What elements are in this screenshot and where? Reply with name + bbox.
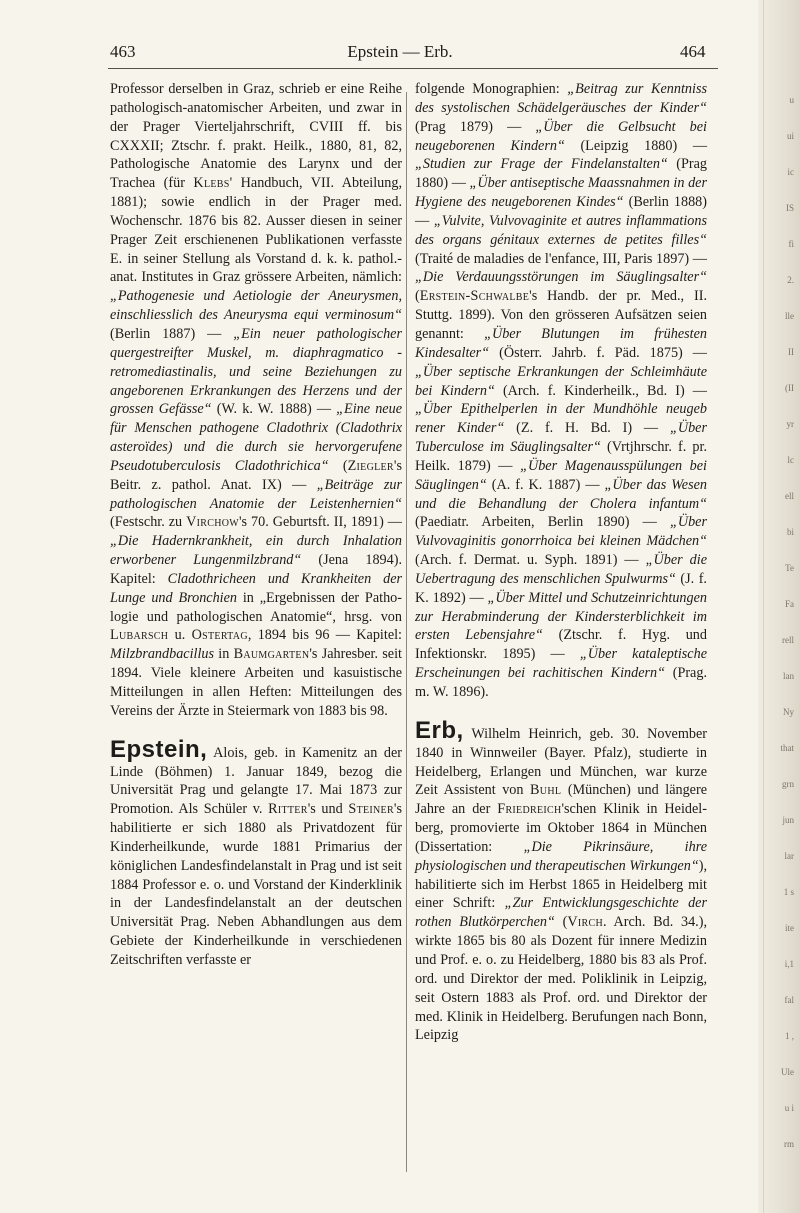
title-citation: „Über die Gelbsucht bei neugeborenen Kindern“ [415,118,707,154]
adjacent-page-fragment: ic [787,167,794,177]
text-run: 's und [307,801,349,818]
adjacent-page-fragment: ite [785,923,794,933]
adjacent-page-fragment: Te [785,563,794,573]
text-run: (W. k. W. 1888) — [211,401,337,418]
entry-epstein-body [110,745,402,968]
text-run: (J. f. K. 1892) — [415,570,707,606]
text-run: Wilhelm Heinrich, geb. 30. November 1840 in Winnweiler (Bayer. Pfalz), studierte in Heidelberg, Erlangen und München, war kurze Zeit Assistent von [415,725,707,799]
adjacent-page-fragment: fal [784,995,794,1005]
text-run: 's Beitr. z. pathol. Anat. IX) — [110,457,402,493]
adjacent-page-fragment: (II [785,383,794,393]
adjacent-page-fragment: yr [786,419,794,429]
person-name: Lubarsch [110,627,169,644]
text-run: in „Ergebnissen der Pathologie und pathologischen Anatomie“, hrsg. von [110,589,402,625]
text-run: (Berlin 1887) — [110,325,234,342]
adjacent-page-fragment: ell [785,491,794,501]
person-name: Erstein-Schwalbe [419,288,530,305]
adjacent-page-fragment: II [788,347,794,357]
page-gutter-line [763,0,764,1213]
title-citation: „Über Mittel und Schutzeinrichtungen zur Herabminderung der Kindersterblichkeit im ersten Lebensjahre“ [415,589,707,644]
entry-erb [415,716,707,1045]
text-run: , 1894 bis 96 — Kapitel: [247,627,402,644]
text-run: folgende Monographien: [415,81,568,97]
text-run: (Berlin 1888) — [415,194,707,229]
title-citation: „Pathogenesie und Aetiologie der Aneurysmen, einschliesslich des Aneurysma equi verminosum“ [110,288,402,324]
adjacent-page-fragment: lan [783,671,794,681]
text-run: Professor derselben in Graz, schrieb er eine Reihe pathologisch-anatomischer Arbeiten, und zwar in der Prager Vierteljahrschrift, CVIII ff. bis CXXXII; Ztschr. f. prakt. Heilk., 1880, 81, 82, Pathologische Anatomie des Larynx und der Trachea (für [110,81,402,192]
person-name: Virchow [186,514,239,531]
adjacent-page-fragment: u [789,95,794,105]
title-citation: „Studien zur Frage der Findelanstalten“ [415,156,668,173]
entry-erb-body [415,726,707,1044]
text-run: 's Handb. der pr. Med., II. Stuttg. 1899). Von den grösseren Aufsätzen seien genannt: [415,288,707,342]
person-name: Virch [567,914,603,931]
title-citation: „Ein neuer pathologischer quergestreifter Muskel, m. diaphragmatico - retromediastinalis, und seine Beziehungen zu angeborenen Erkrankungen des Herzens und der grossen Gefässe“ [110,325,403,418]
text-run: (Prag 1879) — [415,118,536,135]
title-citation: „Beitrag zur Kenntniss des systolischen Schädelgeräusches der Kinder“ [415,81,707,116]
title-citation: „Zur Entwicklungsgeschichte der rothen Blutkörperchen“ [415,895,707,931]
text-run: (Traité de maladies de l'enfance, III, Paris 1897) — [415,250,707,267]
title-citation: „Eine neue für Menschen pathogene Cladothrix (Cladothrix asteroïdes) und die durch sie hervorgerufene Pseudotuberculosis Cladothrichica“ [110,401,402,474]
left-page-number: 463 [110,42,136,61]
title-citation: „Die Hadernkrankheit, ein durch Inhalation erworbener Lungenmilzbrand“ [110,533,402,569]
text-run: (Z. f. H. Bd. I) — [504,420,670,437]
text-run: u. [168,627,192,644]
adjacent-page-fragment: rell [782,635,794,645]
title-citation: „Über antiseptische Maassnahmen in der Hygiene des neugeborenen Kindes“ [415,175,707,211]
person-name: Klebs [193,175,230,192]
text-run: (A. f. K. 1887) — [486,476,605,493]
left-column [110,80,402,970]
adjacent-page-fragment: lar [784,851,794,861]
adjacent-page-fragment: Ule [781,1067,794,1077]
running-head: Epstein — Erb. [347,42,453,61]
adjacent-page-fragment: i,1 [784,959,794,969]
title-citation: Milzbrandbacillus [110,646,215,663]
title-citation: Cladothricheen und Krankheiten der Lunge und Bronchien [110,570,403,606]
text-run: ' Handbuch, VII. Abteilung, 1881); sowie endlich in der Prager med. Wochenschr. 1876 bis 82. Ausser diesen in seiner Prager Zeit erschienenen Publikationen verfasste E. in seiner Stellung als Vorstand d. k. k. pathol.-anat. Institutes in Graz grössere Arbeiten, nämlich: [110,175,402,286]
text-run: (Paediatr. Arbeiten, Berlin 1890) — [415,514,670,531]
text-run: (Österr. Jahrb. f. Päd. 1875) — [489,344,707,361]
text-run: ( [554,914,568,931]
title-citation: „Über Vulvovaginitis gonorrhoica bei kleinen Mädchen“ [415,514,707,550]
entry-epstein-continuation [415,80,707,702]
text-run: (Prag. m. W. 1896). [415,665,707,700]
person-name: Ziegler [347,457,394,474]
entry-epstein [110,735,402,970]
title-citation: „Beiträge zur pathologischen Anatomie der Leistenhernien“ [110,476,402,512]
text-run: (Festschr. zu [110,514,187,531]
adjacent-page-fragment: lc [787,455,794,465]
text-run: (Vrtjhrschr. f. pr. Heilk. 1879) — [415,439,707,474]
text-run: . Arch. Bd. 34.), wirkte 1865 bis 80 als Dozent für innere Medizin und Prof. e. o. zu Heidelberg, 1880 bis 83 als Prof. ord. und Direktor der med. Poliklinik in Leipzig, seit Ostern 1883 als Prof. ord. und Direktor der med. Klinik in Heidelberg. Berufungen nach Bonn, Leipzig [415,914,707,1044]
adjacent-page-fragment: 1 , [785,1031,794,1041]
text-run: (München) und längere Jahre an der [415,782,707,818]
text-run: in [214,646,234,663]
adjacent-page-fragment: u i [784,1103,794,1113]
title-citation: „Vulvite, Vulvovaginite et autres inflammations des organs génitaux externes de petites filles“ [415,212,707,248]
title-citation: „Die Verdauungsstörungen im Säuglingsalter“ [415,269,707,286]
text-run: (Arch. f. Kinderheilk., Bd. I) — [494,382,707,399]
title-citation: „Die Pikrinsäure, ihre physiologischen und therapeutischen Wirkungen“ [415,838,707,874]
header-rule [108,68,718,69]
adjacent-page-fragment: bi [786,527,794,537]
person-name: Baumgarten [233,646,310,663]
title-citation: „Über Tuberculose im Säuglingsalter“ [415,420,707,456]
title-citation: „Über das Wesen und die Behandlung der Cholera infantum“ [415,476,708,512]
adjacent-page-fragment: 1 s [783,887,794,897]
column-divider [406,92,407,1172]
text-run: (Jena 1894). Kapitel: [110,552,402,587]
adjacent-page-fragment: fi [788,239,794,249]
text-run: (Ztschr. f. Hyg. und Infektionskr. 1895) — [415,627,707,663]
adjacent-page-fragment: that [780,743,794,753]
adjacent-page-fragment: ui [786,131,794,141]
adjacent-page-fragment: IS [785,203,794,213]
person-name: Friedreich [497,801,562,818]
adjacent-page-fragment: rm [784,1139,794,1149]
text-run: 's 70. Geburtsft. II, 1891) — [238,514,402,531]
title-citation: „Über Blutungen im frühesten Kindesalter“ [415,325,708,361]
text-run: (Prag 1880) — [415,156,707,192]
person-name: Ostertag [191,627,248,644]
person-name: Steiner [348,801,394,818]
text-run: (Leipzig 1880) — [564,137,708,154]
text-run: Alois, geb. in Kamenitz an der Linde (Böhmen) 1. Januar 1849, bezog die Universität Prag und gelangte 17. Mai 1873 zur Promotion. Als Schüler v. [110,744,402,818]
title-citation: „Über kataleptische Erscheinungen bei rachitischen Kindern“ [415,646,707,682]
adjacent-page-fragment: lle [785,311,794,321]
text-run: 's habilitierte er sich 1880 als Privatdozent für Kinderheilkunde, wurde 1881 Primarius der königlichen Landesfindelanstalt in Prag und ist seit 1884 Professor e. o. und Vorstand der Kinderklinik in der Landesfindelanstalt an der deutschen Universität Prag. Neben Abhandlungen aus dem Gebiete der Kinderheilkunde in verschiedenen Zeitschriften verfasste er [110,801,402,968]
person-name: Buhl [530,782,562,799]
text-run: (Arch. f. Dermat. u. Syph. 1891) — [415,552,646,569]
adjacent-page-fragment: 2. [787,275,794,285]
text-run: ( [415,288,420,305]
text-run: 'schen Klinik in Heidelberg, promovierte im Oktober 1864 in München (Dissertation: [415,801,707,855]
right-column [415,80,707,1045]
text-run: ), habilitierte sich im Herbst 1865 in Heidelberg mit einer Schrift: [415,857,707,912]
text-run: 's Jahresber. seit 1894. Viele kleinere Arbeiten und kasuistische Mitteilungen in allen Heften: Mitteilungen des Vereins der Ärzte in Steiermark von 1883 bis 98. [110,646,402,719]
title-citation: „Über Epithelperlen in der Mundhöhle neugeb rener Kinder“ [415,401,707,437]
adjacent-page-fragment: jun [782,815,794,825]
title-citation: „Über septische Erkrankungen der Schleimhäute bei Kindern“ [415,363,707,399]
headword-erb: Erb, [415,716,464,744]
title-citation: „Über die Uebertragung des menschlichen Spulwurms“ [415,552,708,587]
title-citation: „Über Magenausspülungen bei Säuglingen“ [415,457,708,493]
adjacent-page-fragment: Ny [783,707,794,717]
adjacent-page-fragment: Fa [785,599,794,609]
entry-continuation [110,80,402,721]
right-page-number: 464 [680,42,706,61]
headword-epstein: Epstein, [110,735,208,763]
person-name: Ritter [268,801,308,818]
text-run: ( [328,457,348,474]
adjacent-page-fragment: grn [782,779,794,789]
